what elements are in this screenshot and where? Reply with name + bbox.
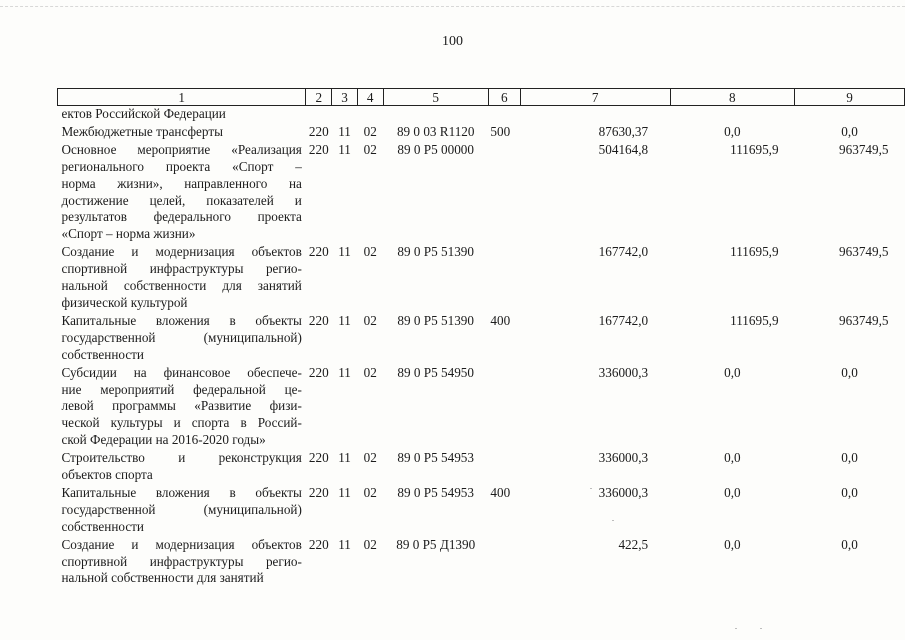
row-description [58,364,306,450]
row-code-section: 11 [338,123,351,139]
column-header: 9 [795,89,905,106]
description-line: Межбюджетные трансферты [61,123,223,139]
column-header: 1 [58,89,306,106]
row-code-target-article: 89 0 03 R1120 [396,123,475,139]
row-amount-col7: 422,5 [618,536,649,552]
row-description [58,312,306,364]
description-line: государственной (муниципальной) [61,329,302,345]
description-line: Основное мероприятие «Реализация [61,141,302,157]
row-code-expense-type: 400 [490,312,511,328]
table-row [58,449,905,484]
row-code-ministry: 220 [308,244,329,260]
row-code-subsection: 02 [363,484,377,500]
description-line: объектов спорта [61,467,153,483]
row-code-subsection [357,106,383,123]
table-body [58,106,905,588]
row-code-section: 11 [338,450,351,466]
row-amount-col8: 111695,9 [730,312,779,328]
table-row [58,243,905,312]
row-code-ministry: 220 [308,364,329,380]
row-amount-col8: 111695,9 [730,244,779,260]
row-amount-col7 [520,106,670,123]
description-line: Создание и модернизация объектов [61,536,302,552]
row-code-expense-type [488,106,520,123]
description-line: спортивной инфраструктуры регио- [61,261,302,277]
row-code-ministry: 220 [308,141,329,157]
row-code-ministry: 220 [308,312,329,328]
row-amount-col8: 0,0 [724,536,741,552]
description-line: Строительство и реконструкция [61,450,302,466]
row-code-target-article: 89 0 P5 51390 [397,312,474,328]
row-code-subsection: 02 [363,364,377,380]
row-code-target-article [383,106,488,123]
row-amount-col7: 167742,0 [598,244,649,260]
description-line: ческой культуры и спорта в Россий- [61,415,302,431]
table-row [58,106,905,123]
row-amount-col9: 963749,5 [839,312,889,328]
row-code-expense-type [488,364,520,450]
table-row [58,364,905,450]
column-header: 3 [332,89,358,106]
description-line: нальной собственности для занятий [61,278,302,294]
row-amount-col7: 87630,37 [598,123,649,139]
row-code-ministry: 220 [308,536,329,552]
row-code-subsection: 02 [363,141,377,157]
row-code-subsection: 02 [363,312,377,328]
row-code-expense-type: 400 [490,484,511,500]
row-amount-col9: 0,0 [841,364,858,380]
row-amount-col8: 0,0 [724,484,741,500]
row-amount-col7: 167742,0 [598,312,649,328]
row-amount-col7: 504164,8 [598,141,649,157]
row-code-ministry: 220 [308,450,329,466]
row-code-section: 11 [338,484,351,500]
table-row [58,484,905,536]
table-row [58,312,905,364]
description-line: левой программы «Развитие физи- [61,398,302,414]
row-code-expense-type: 500 [490,123,511,139]
column-header: 8 [670,89,794,106]
row-code-target-article: 89 0 P5 00000 [397,141,474,157]
row-code-target-article: 89 0 P5 54953 [397,484,474,500]
row-code-section: 11 [338,312,351,328]
row-description [58,106,306,123]
row-amount-col7: 336000,3 [598,484,649,500]
row-code-target-article: 89 0 P5 51390 [397,244,474,260]
row-code-target-article: 89 0 P5 54950 [397,364,474,380]
description-line: спортивной инфраструктуры регио- [61,553,302,569]
description-line: Субсидии на финансовое обеспече- [61,364,302,380]
row-code-subsection: 02 [363,244,377,260]
row-code-subsection: 02 [363,450,377,466]
row-amount-col8: 0,0 [724,123,741,139]
row-code-section: 11 [338,141,351,157]
row-code-expense-type [488,243,520,312]
description-line: физической культурой [61,294,188,310]
row-code-ministry [306,106,332,123]
row-code-section: 11 [338,244,351,260]
column-header: 6 [488,89,520,106]
description-line: государственной (муниципальной) [61,501,302,517]
row-amount-col8: 111695,9 [730,141,779,157]
description-line: регионального проекта «Спорт – [61,158,302,174]
column-header: 5 [383,89,488,106]
row-amount-col9: 963749,5 [839,244,889,260]
scan-speck [735,628,737,629]
row-code-expense-type [488,141,520,243]
row-code-ministry: 220 [308,484,329,500]
page-number: 100 [442,34,463,49]
row-description [58,536,306,588]
row-amount-col9: 0,0 [841,484,858,500]
row-code-expense-type [488,536,520,588]
description-line: ние мероприятий федеральной це- [61,381,302,397]
description-line: собственности [61,346,144,362]
description-line: ектов Российской Федерации [61,106,226,121]
row-amount-col9 [795,106,905,123]
row-description [58,141,306,243]
row-description [58,484,306,536]
scan-speck [760,628,762,629]
scan-edge-artifact [0,6,905,9]
column-header: 4 [357,89,383,106]
row-code-subsection: 02 [363,123,377,139]
description-line: «Спорт – норма жизни» [61,226,196,242]
description-line: результатов федерального проекта [61,209,302,225]
description-line: Создание и модернизация объектов [61,244,302,260]
row-amount-col8 [670,106,794,123]
budget-table [57,88,905,587]
description-line: Капитальные вложения в объекты [61,312,302,328]
row-code-target-article: 89 0 P5 54953 [397,450,474,466]
row-amount-col8: 0,0 [724,450,741,466]
description-line: норма жизни», направленного на [61,175,302,191]
column-header: 2 [306,89,332,106]
row-code-section [332,106,358,123]
row-description [58,243,306,312]
row-amount-col8: 0,0 [724,364,741,380]
row-code-subsection: 02 [363,536,377,552]
description-line: достижение целей, показателей и [61,192,302,208]
row-code-ministry: 220 [308,123,329,139]
table-row [58,536,905,588]
description-line: собственности [61,518,144,534]
table-row [58,123,905,141]
row-amount-col9: 0,0 [841,536,858,552]
row-code-section: 11 [338,364,351,380]
row-amount-col9: 963749,5 [839,141,889,157]
row-description [58,449,306,484]
row-code-expense-type [488,449,520,484]
row-amount-col9: 0,0 [841,450,858,466]
description-line: нальной собственности для занятий [61,570,264,586]
table-row [58,141,905,243]
row-description [58,123,306,141]
table-header-row [58,89,905,106]
row-amount-col9: 0,0 [841,123,858,139]
description-line: Капитальные вложения в объекты [61,484,302,500]
description-line: ской Федерации на 2016-2020 годы» [61,432,266,448]
row-code-section: 11 [338,536,351,552]
row-code-target-article: 89 0 P5 Д1390 [396,536,476,552]
row-amount-col7: 336000,3 [598,364,649,380]
row-amount-col7: 336000,3 [598,450,649,466]
column-header: 7 [520,89,670,106]
